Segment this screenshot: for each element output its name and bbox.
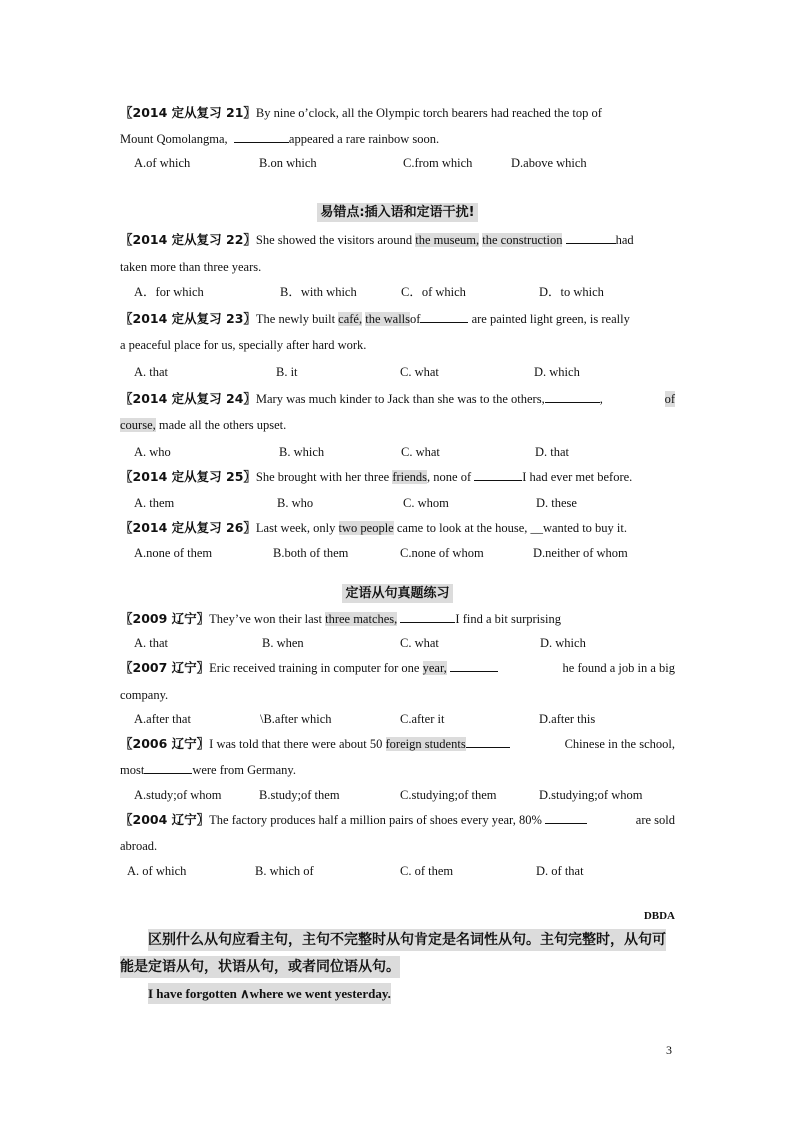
option-b[interactable]: B. which of — [255, 864, 314, 878]
highlighted-text: the museum, — [415, 233, 480, 247]
question-26-options — [120, 545, 675, 561]
question-tag: 〖2004 辽宁〗 — [120, 812, 210, 827]
question-22 — [120, 232, 634, 248]
answer-blank[interactable] — [545, 391, 600, 403]
option-c[interactable]: C．of which — [401, 285, 466, 299]
option-d[interactable]: D. that — [535, 445, 570, 459]
option-c[interactable]: C. whom — [403, 496, 449, 510]
question-text: I was told that there were about 50 — [209, 737, 383, 751]
question-text: , none of — [427, 470, 472, 484]
explanation-text: 区别什么从句应看主句，主句不完整时从句肯定是名词性从句。主句完整时，从句可 — [148, 929, 666, 951]
question-23-line2: a peaceful place for us, specially after hard work. — [120, 338, 367, 352]
explanation-line2 — [120, 957, 675, 977]
question-text: are sold — [635, 813, 675, 827]
answer-blank[interactable] — [234, 131, 289, 143]
question-text: I had ever met before. — [522, 470, 633, 484]
question-2009-options — [120, 635, 675, 651]
question-text: appeared a rare rainbow soon. — [288, 132, 440, 146]
page-number: 3 — [666, 1043, 672, 1057]
highlighted-text: year, — [422, 661, 447, 675]
question-text: Mary was much kinder to Jack than she was to the others, — [255, 392, 545, 406]
question-23 — [120, 311, 630, 327]
question-text: came to look at the house, __wanted to buy it. — [396, 521, 628, 535]
question-25 — [120, 469, 632, 485]
option-b[interactable]: B.on which — [259, 156, 317, 170]
question-text: had — [615, 233, 634, 247]
option-d[interactable]: D.studying;of whom — [539, 788, 643, 802]
explanation-text: 能是定语从句，状语从句，或者同位语从句。 — [120, 956, 400, 978]
question-2006-options — [120, 787, 675, 803]
option-b[interactable]: B. which — [279, 445, 325, 459]
option-d[interactable]: D. these — [536, 496, 577, 510]
answer-blank[interactable] — [420, 311, 468, 323]
question-21-line2 — [120, 131, 439, 147]
question-tag: 〖2006 辽宁〗 — [120, 736, 210, 751]
option-d[interactable]: D. which — [534, 365, 580, 379]
question-text: I find a bit surprising — [455, 612, 561, 626]
option-b[interactable]: \B.after which — [260, 712, 332, 726]
option-d[interactable]: D．to which — [539, 285, 604, 299]
option-b[interactable]: B.both of them — [273, 546, 349, 560]
option-b[interactable]: B. when — [262, 636, 304, 650]
question-24-line2 — [120, 417, 286, 433]
option-b[interactable]: B.study;of them — [259, 788, 340, 802]
answer-blank[interactable] — [474, 469, 522, 481]
option-c[interactable]: C. what — [400, 636, 439, 650]
section-heading — [120, 585, 675, 603]
option-a[interactable]: A.after that — [134, 712, 191, 726]
option-d[interactable]: D. of that — [536, 864, 584, 878]
highlighted-text: the walls — [365, 312, 411, 326]
answer-blank[interactable] — [450, 660, 498, 672]
question-2006 — [120, 736, 675, 752]
option-c[interactable]: C.after it — [400, 712, 445, 726]
answer-blank[interactable] — [566, 232, 616, 244]
highlighted-text: three matches, — [325, 612, 398, 626]
question-21-options — [120, 155, 675, 171]
question-tag: 〖2014 定从复习 21〗 — [120, 105, 256, 120]
heading-text: 定语从句真题练习 — [342, 584, 452, 603]
option-d[interactable]: D.above which — [511, 156, 587, 170]
question-text: of — [410, 312, 421, 326]
option-c[interactable]: C.from which — [403, 156, 473, 170]
option-a[interactable]: A. that — [134, 365, 169, 379]
section-heading — [120, 204, 675, 222]
highlighted-text: friends — [392, 470, 428, 484]
option-c[interactable]: C.none of whom — [400, 546, 484, 560]
question-text: were from Germany. — [192, 763, 296, 777]
question-text: She showed the visitors around — [255, 233, 413, 247]
question-tag: 〖2014 定从复习 26〗 — [120, 520, 256, 535]
question-text: most — [120, 763, 145, 777]
example-sentence — [120, 984, 675, 1004]
question-25-options — [120, 495, 675, 511]
question-tag: 〖2014 定从复习 25〗 — [120, 469, 256, 484]
option-b[interactable]: B. who — [277, 496, 314, 510]
question-2009 — [120, 611, 561, 627]
question-text: he found a job in a big — [562, 661, 675, 675]
option-d[interactable]: D.neither of whom — [533, 546, 628, 560]
question-tag: 〖2014 定从复习 22〗 — [120, 232, 256, 247]
option-d[interactable]: D. which — [540, 636, 586, 650]
answer-blank[interactable] — [466, 736, 510, 748]
question-tag: 〖2007 辽宁〗 — [120, 660, 210, 675]
question-text: The newly built — [255, 312, 336, 326]
highlighted-text: of — [664, 392, 675, 406]
question-text: Eric received training in computer for one — [209, 661, 420, 675]
option-a[interactable]: A. who — [134, 445, 171, 459]
option-a[interactable]: A. them — [134, 496, 175, 510]
answer-blank[interactable] — [545, 812, 587, 824]
question-tag: 〖2014 定从复习 23〗 — [120, 311, 256, 326]
question-21 — [120, 105, 675, 121]
explanation-line1 — [120, 930, 675, 950]
highlighted-text: the construction — [482, 233, 563, 247]
option-b[interactable]: B. it — [276, 365, 298, 379]
question-text: The factory produces half a million pairs of shoes every year, 80% — [209, 813, 542, 827]
question-2004-options — [120, 863, 675, 879]
option-d[interactable]: D.after this — [539, 712, 596, 726]
heading-text: 易错点:插入语和定语干扰! — [317, 203, 477, 222]
question-text: By nine o’clock, all the Olympic torch bearers had reached the top of — [255, 106, 602, 120]
option-a[interactable]: A．for which — [134, 285, 204, 299]
option-a[interactable]: A.none of them — [134, 546, 213, 560]
question-26 — [120, 520, 627, 536]
question-text: Chinese in the school, — [564, 737, 675, 751]
answer-blank[interactable] — [400, 611, 455, 623]
option-c[interactable]: C. what — [401, 445, 440, 459]
answer-key: DBDA — [643, 910, 675, 922]
option-a[interactable]: A.study;of whom — [134, 788, 222, 802]
highlighted-text: café, — [338, 312, 363, 326]
question-2007-options — [120, 711, 675, 727]
question-text: Last week, only — [255, 521, 336, 535]
question-22-options — [120, 284, 675, 300]
question-2007 — [120, 660, 675, 676]
question-2006-line2 — [120, 762, 296, 778]
question-text: are painted light green, is really — [471, 312, 630, 326]
example-text: I have forgotten ∧where we went yesterday. — [148, 983, 391, 1004]
question-text: She brought with her three — [255, 470, 390, 484]
question-text: They’ve won their last — [209, 612, 322, 626]
question-text: made all the others upset. — [158, 418, 287, 432]
answer-blank[interactable] — [144, 762, 192, 774]
option-b[interactable]: B．with which — [280, 285, 357, 299]
question-text: Mount Qomolangma, — [120, 132, 228, 146]
question-2004 — [120, 812, 675, 828]
option-a[interactable]: A. of which — [127, 864, 187, 878]
highlighted-text: course, — [120, 418, 156, 432]
question-22-line2: taken more than three years. — [120, 260, 262, 274]
option-c[interactable]: C.studying;of them — [400, 788, 497, 802]
question-tag: 〖2009 辽宁〗 — [120, 611, 210, 626]
question-2007-line2: company. — [120, 688, 169, 702]
question-24-options — [120, 444, 675, 460]
question-tag: 〖2014 定从复习 24〗 — [120, 391, 256, 406]
option-c[interactable]: C. what — [400, 365, 439, 379]
question-2004-line2: abroad. — [120, 839, 158, 853]
question-23-options — [120, 364, 675, 380]
highlighted-text: two people — [338, 521, 394, 535]
option-a[interactable]: A.of which — [134, 156, 191, 170]
highlighted-text: foreign students — [385, 737, 466, 751]
question-24: 〖2014 定从复习 24〗Mary was much kinder to Jack than she was to the others, , of — [120, 391, 675, 406]
option-a[interactable]: A. that — [134, 636, 169, 650]
option-c[interactable]: C. of them — [400, 864, 454, 878]
